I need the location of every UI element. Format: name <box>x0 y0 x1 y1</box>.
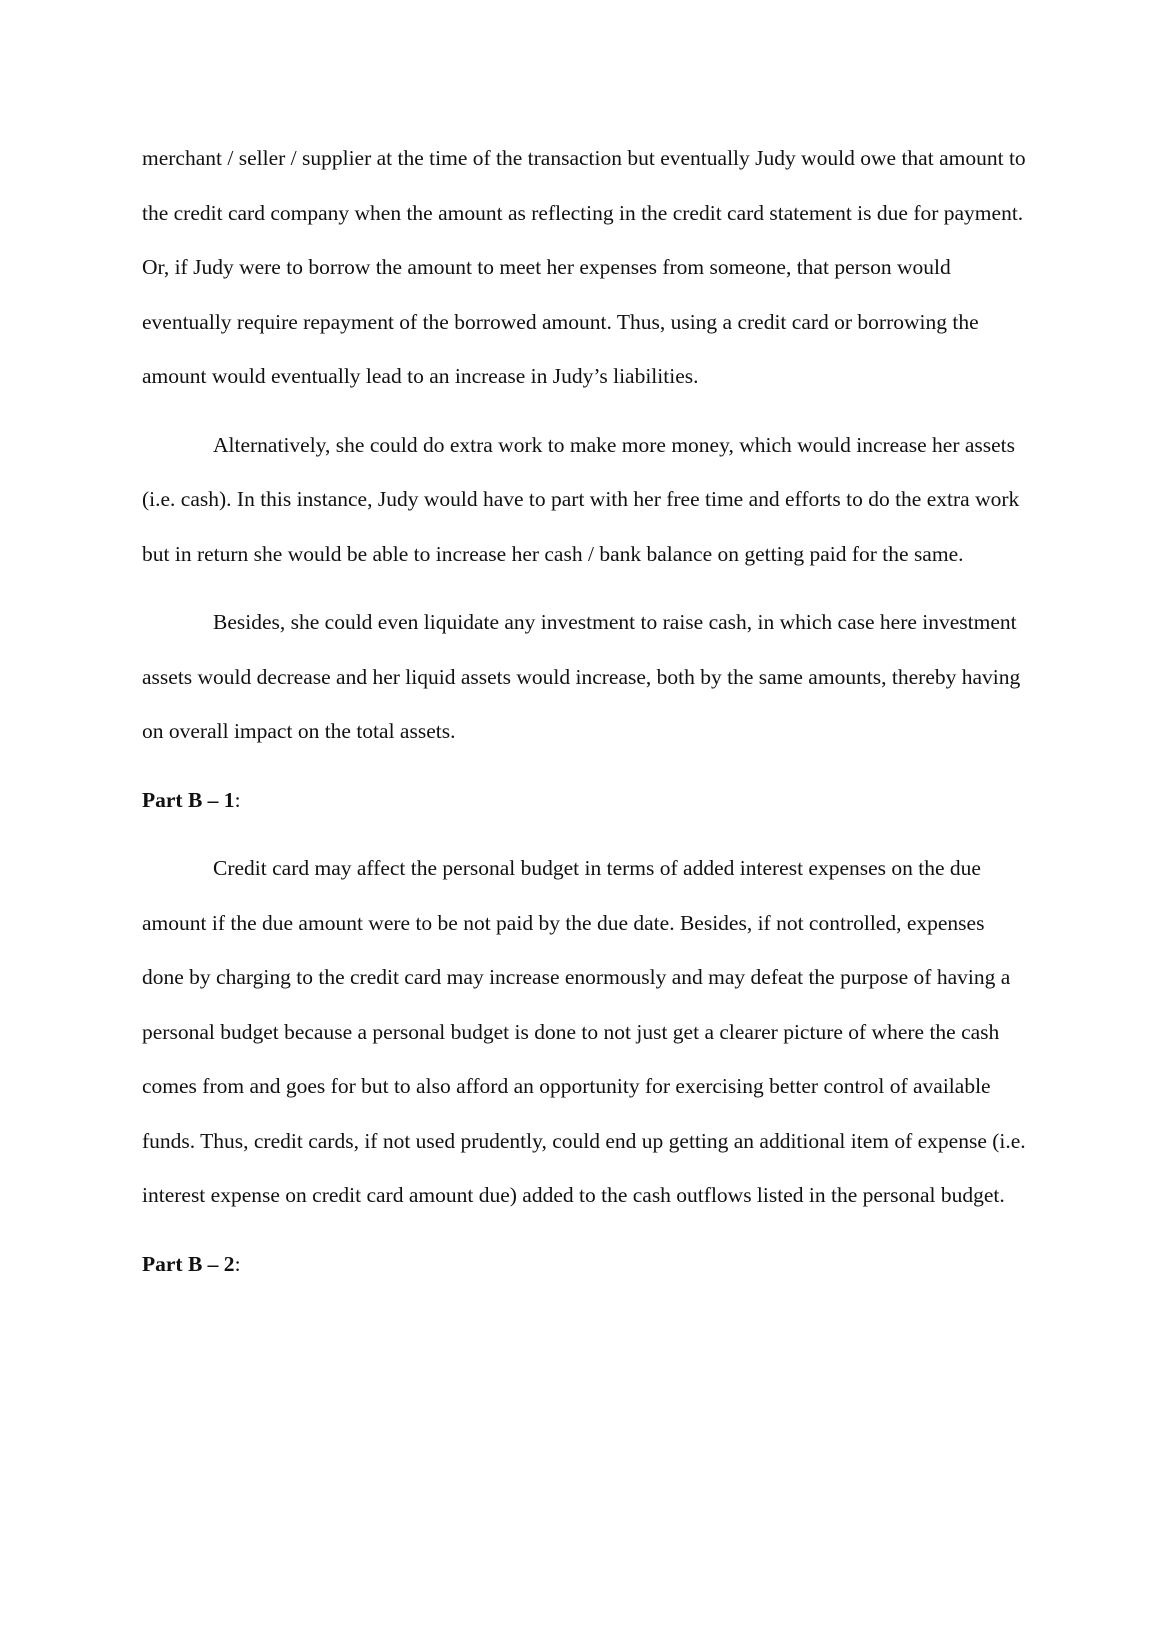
heading-colon: : <box>234 787 241 812</box>
paragraph-gap <box>142 1223 1028 1237</box>
document-body <box>142 131 1028 1291</box>
heading-part-b1 <box>142 773 1028 828</box>
paragraph-liabilities: merchant / seller / supplier at the time of the transaction but eventually Judy would owe that amount to the credit card company when the amount as reflecting in the credit card statement is due for payment. Or, if Judy were to borrow the amount to meet her expenses from someone, that person would eventually require repayment of the borrowed amount. Thus, using a credit card or borrowing the amount would eventually lead to an increase in Judy’s liabilities. <box>142 146 1026 388</box>
paragraph-gap <box>142 759 1028 773</box>
paragraph-liquidate-investment: Besides, she could even liquidate any investment to raise cash, in which case here investment assets would decrease and her liquid assets would increase, both by the same amounts, thereby having on overall impact on the total assets. <box>142 610 1021 743</box>
paragraph-gap <box>142 827 1028 841</box>
paragraph-gap <box>142 581 1028 595</box>
heading-part-b1-label: Part B – 1 <box>142 787 235 812</box>
paragraph-gap <box>142 404 1028 418</box>
heading-colon: : <box>234 1251 241 1276</box>
paragraph-extra-work: Alternatively, she could do extra work to make more money, which would increase her assets (i.e. cash). In this instance, Judy would have to part with her free time and efforts to do the extra work but in return she would be able to increase her cash / bank balance on getting paid for the same. <box>142 432 1020 566</box>
paragraph-credit-card-budget: Credit card may affect the personal budget in terms of added interest expenses on the due amount if the due amount were to be not paid by the due date. Besides, if not controlled, expenses done by charging to the credit card may increase enormously and may defeat the purpose of having a personal budget because a personal budget is done to not just get a clearer picture of where the cash comes from and goes for but to also afford an opportunity for exercising better control of available funds. Thus, credit cards, if not used prudently, could end up getting an additional item of expense (i.e. interest expense on credit card amount due) added to the cash outflows listed in the personal budget. <box>142 856 1026 1207</box>
heading-part-b2-label: Part B – 2 <box>142 1251 235 1276</box>
heading-part-b2 <box>142 1237 1028 1292</box>
